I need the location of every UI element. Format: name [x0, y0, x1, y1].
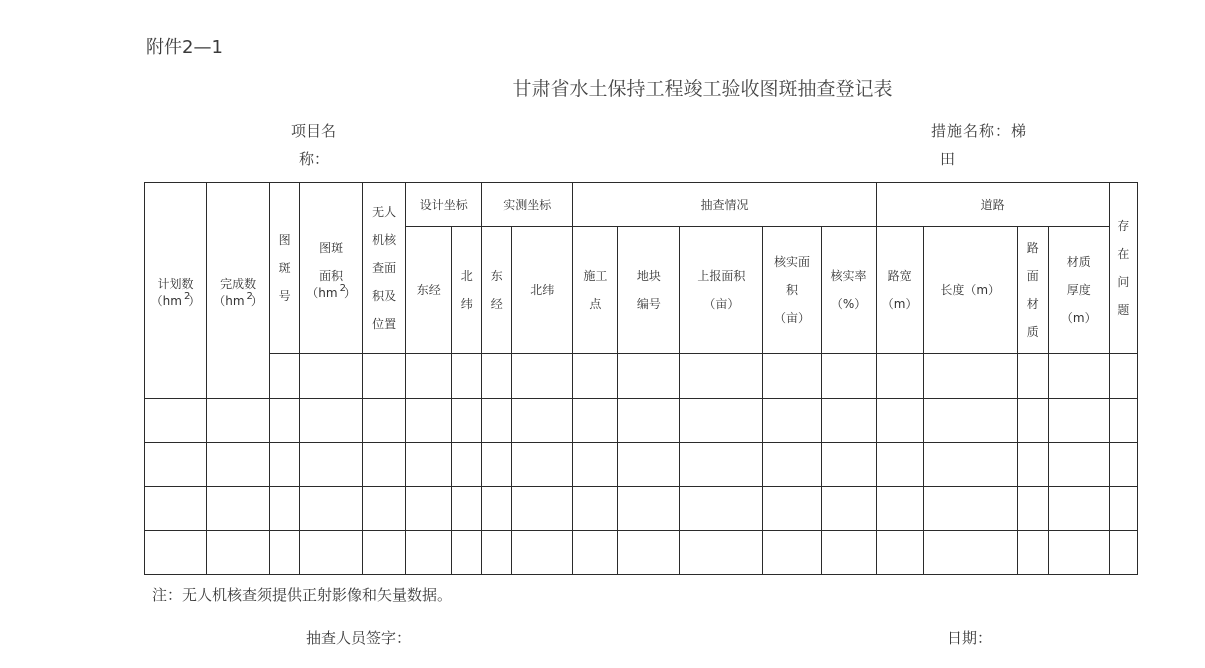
- char: 问: [1117, 275, 1130, 290]
- table-cell[interactable]: [363, 398, 406, 442]
- table-cell[interactable]: [406, 530, 452, 574]
- table-cell[interactable]: [482, 530, 512, 574]
- unit-open: （hm: [213, 294, 245, 309]
- table-cell[interactable]: [680, 530, 763, 574]
- header-inspection-status: 抽查情况: [573, 183, 876, 227]
- table-cell[interactable]: [207, 486, 270, 530]
- header-plan-amount-label: 计划数: [157, 277, 194, 292]
- unit-close: ）: [250, 294, 263, 309]
- table-cell[interactable]: [452, 486, 482, 530]
- table-cell[interactable]: [270, 442, 300, 486]
- table-cell[interactable]: [573, 530, 618, 574]
- char: 在: [1117, 247, 1130, 262]
- line: （亩）: [773, 311, 810, 326]
- table-cell[interactable]: [512, 354, 573, 398]
- measure-name-label-line2: 田: [940, 150, 956, 168]
- line: 无人: [372, 205, 397, 220]
- char: 质: [1026, 325, 1039, 340]
- table-cell[interactable]: [1017, 398, 1048, 442]
- table-cell[interactable]: [363, 486, 406, 530]
- line: 地块: [636, 269, 661, 284]
- document-title: [0, 74, 1205, 101]
- table-cell[interactable]: [482, 442, 512, 486]
- char: 号: [278, 289, 291, 304]
- table-cell[interactable]: [300, 530, 363, 574]
- header-reported-area: [680, 227, 763, 354]
- char: 斑: [278, 261, 291, 276]
- table-cell[interactable]: [876, 354, 923, 398]
- header-drone-check: [363, 183, 406, 354]
- table-cell[interactable]: [512, 442, 573, 486]
- line: 位置: [372, 317, 397, 332]
- line: （m）: [1060, 311, 1097, 326]
- table-cell[interactable]: [1017, 442, 1048, 486]
- table-cell[interactable]: [821, 398, 876, 442]
- table-cell[interactable]: [452, 442, 482, 486]
- table-cell[interactable]: [573, 486, 618, 530]
- unit-open: （hm: [306, 286, 338, 301]
- line: 查面: [372, 261, 397, 276]
- table-cell[interactable]: [145, 398, 207, 442]
- table-cell[interactable]: [452, 398, 482, 442]
- table-cell[interactable]: [618, 530, 680, 574]
- line: 点: [589, 297, 602, 312]
- table-cell[interactable]: [763, 486, 821, 530]
- char: 路: [1026, 241, 1039, 256]
- unit-close: ）: [188, 294, 201, 309]
- header-verification-rate: [821, 227, 876, 354]
- header-actual-coordinates: 实测坐标: [482, 183, 573, 227]
- table-cell[interactable]: [363, 442, 406, 486]
- line: 厚度: [1066, 283, 1091, 298]
- table-cell[interactable]: [618, 398, 680, 442]
- table-cell[interactable]: [923, 486, 1017, 530]
- line: 核实面: [773, 255, 810, 270]
- table-cell[interactable]: [1017, 530, 1048, 574]
- table-cell[interactable]: [363, 530, 406, 574]
- table-row: [145, 354, 1138, 398]
- table-cell[interactable]: [763, 398, 821, 442]
- header-completed-amount-label: 完成数: [220, 277, 257, 292]
- table-cell[interactable]: [270, 398, 300, 442]
- header-patch-area: [300, 183, 363, 354]
- line: 施工: [583, 269, 608, 284]
- table-cell[interactable]: [1048, 530, 1109, 574]
- table-cell[interactable]: [821, 530, 876, 574]
- table-cell[interactable]: [1109, 442, 1137, 486]
- table-cell[interactable]: [145, 442, 207, 486]
- char: 纬: [460, 297, 473, 312]
- header-patch-number: [270, 183, 300, 354]
- table-cell[interactable]: [406, 486, 452, 530]
- unit-open: （hm: [150, 294, 182, 309]
- table-cell[interactable]: [573, 354, 618, 398]
- inspection-register-table: [144, 182, 1138, 575]
- table-cell[interactable]: [763, 442, 821, 486]
- table-cell[interactable]: [680, 442, 763, 486]
- header-actual-north-latitude: 北纬: [512, 227, 573, 354]
- table-cell[interactable]: [1109, 354, 1137, 398]
- table-cell[interactable]: [680, 486, 763, 530]
- char: 经: [490, 297, 503, 312]
- header-length: 长度（m）: [923, 227, 1017, 354]
- table-cell[interactable]: [923, 530, 1017, 574]
- table-cell[interactable]: [923, 354, 1017, 398]
- table-cell[interactable]: [145, 530, 207, 574]
- char: 面: [1026, 269, 1039, 284]
- table-cell[interactable]: [1048, 398, 1109, 442]
- table-row: [145, 486, 1138, 530]
- header-design-north-latitude: [452, 227, 482, 354]
- header-actual-east-longitude: [482, 227, 512, 354]
- header-completed-amount: [207, 183, 270, 399]
- table-cell[interactable]: [618, 442, 680, 486]
- unit-sup: 2: [183, 291, 191, 303]
- char: 题: [1117, 303, 1130, 318]
- footnote: 注：无人机核查须提供正射影像和矢量数据。: [152, 586, 453, 604]
- table-cell[interactable]: [923, 442, 1017, 486]
- table-cell[interactable]: [876, 398, 923, 442]
- header-verified-area: [763, 227, 821, 354]
- line: 积及: [372, 289, 397, 304]
- header-patch-area-unit: [300, 283, 362, 302]
- header-plan-amount-unit: [145, 291, 206, 310]
- header-issues: [1109, 183, 1137, 354]
- date-label: 日期：: [947, 629, 993, 647]
- header-row-1: [145, 183, 1138, 227]
- table-cell[interactable]: [452, 530, 482, 574]
- table-cell[interactable]: [482, 354, 512, 398]
- project-name-label-line2: 称：: [299, 150, 330, 168]
- line: （m）: [881, 297, 918, 312]
- table-cell[interactable]: [821, 486, 876, 530]
- line: 上报面积: [697, 269, 746, 284]
- header-road-width: [876, 227, 923, 354]
- header-completed-amount-unit: [207, 291, 269, 310]
- table-cell[interactable]: [406, 442, 452, 486]
- table-cell[interactable]: [876, 486, 923, 530]
- table-cell[interactable]: [300, 442, 363, 486]
- table-cell[interactable]: [1048, 442, 1109, 486]
- table-cell[interactable]: [1048, 486, 1109, 530]
- line: 机核: [372, 233, 397, 248]
- table-cell[interactable]: [207, 530, 270, 574]
- measure-name-label-line1: 措施名称：梯: [931, 122, 1028, 140]
- table-cell[interactable]: [207, 398, 270, 442]
- table-cell[interactable]: [482, 398, 512, 442]
- table-cell[interactable]: [573, 398, 618, 442]
- char: 材: [1026, 297, 1039, 312]
- table-cell[interactable]: [680, 354, 763, 398]
- table-cell[interactable]: [1109, 486, 1137, 530]
- project-name-label-line1: 项目名: [291, 122, 337, 140]
- unit-sup: 2: [246, 291, 253, 303]
- table-cell[interactable]: [876, 442, 923, 486]
- line: 路宽: [887, 269, 912, 284]
- table-cell[interactable]: [270, 354, 300, 398]
- table-cell[interactable]: [923, 398, 1017, 442]
- table-cell[interactable]: [512, 486, 573, 530]
- table-cell[interactable]: [207, 442, 270, 486]
- header-design-east-longitude: 东经: [406, 227, 452, 354]
- table-cell[interactable]: [821, 442, 876, 486]
- table-cell[interactable]: [452, 354, 482, 398]
- table-cell[interactable]: [270, 530, 300, 574]
- table-cell[interactable]: [573, 442, 618, 486]
- line: （%）: [830, 297, 867, 312]
- header-construction-site: [573, 227, 618, 354]
- unit-close: ）: [343, 286, 356, 301]
- table-cell[interactable]: [406, 354, 452, 398]
- table-cell[interactable]: [270, 486, 300, 530]
- line: 面积: [319, 269, 344, 284]
- char: 图: [278, 233, 291, 248]
- header-road-surface-material: [1017, 227, 1048, 354]
- char: 存: [1117, 219, 1130, 234]
- attachment-label: 附件2—1: [146, 37, 223, 58]
- table-cell[interactable]: [1048, 354, 1109, 398]
- line: 积: [785, 283, 798, 298]
- table-cell[interactable]: [300, 486, 363, 530]
- table-cell[interactable]: [763, 354, 821, 398]
- line: 编号: [636, 297, 661, 312]
- table-row: [145, 442, 1138, 486]
- table-cell[interactable]: [512, 398, 573, 442]
- table-cell[interactable]: [300, 398, 363, 442]
- table-cell[interactable]: [1017, 486, 1048, 530]
- table-cell[interactable]: [821, 354, 876, 398]
- line: 核实率: [830, 269, 867, 284]
- table-cell[interactable]: [680, 398, 763, 442]
- table-cell[interactable]: [1017, 354, 1048, 398]
- header-plot-number: [618, 227, 680, 354]
- char: 东: [490, 269, 503, 284]
- table-cell[interactable]: [512, 530, 573, 574]
- header-road: 道路: [876, 183, 1109, 227]
- table-cell[interactable]: [763, 530, 821, 574]
- header-design-coordinates: 设计坐标: [406, 183, 482, 227]
- table-row: [145, 530, 1138, 574]
- table-cell[interactable]: [876, 530, 923, 574]
- table-cell[interactable]: [1109, 530, 1137, 574]
- header-material-thickness: [1048, 227, 1109, 354]
- table-cell[interactable]: [406, 398, 452, 442]
- table-row: [145, 398, 1138, 442]
- table-cell[interactable]: [618, 354, 680, 398]
- line: 材质: [1066, 255, 1091, 270]
- table-cell[interactable]: [1109, 398, 1137, 442]
- table-cell[interactable]: [300, 354, 363, 398]
- line: 图斑: [319, 241, 344, 256]
- inspector-signature-label: 抽查人员签字：: [306, 629, 412, 647]
- document-title-text: 甘肃省水土保持工程竣工验收图斑抽查登记表: [512, 78, 893, 100]
- table-cell[interactable]: [618, 486, 680, 530]
- line: （亩）: [703, 297, 740, 312]
- char: 北: [460, 269, 473, 284]
- unit-sup: 2: [339, 283, 346, 295]
- table-cell[interactable]: [145, 486, 207, 530]
- table-cell[interactable]: [482, 486, 512, 530]
- header-plan-amount: [145, 183, 207, 399]
- table-cell[interactable]: [363, 354, 406, 398]
